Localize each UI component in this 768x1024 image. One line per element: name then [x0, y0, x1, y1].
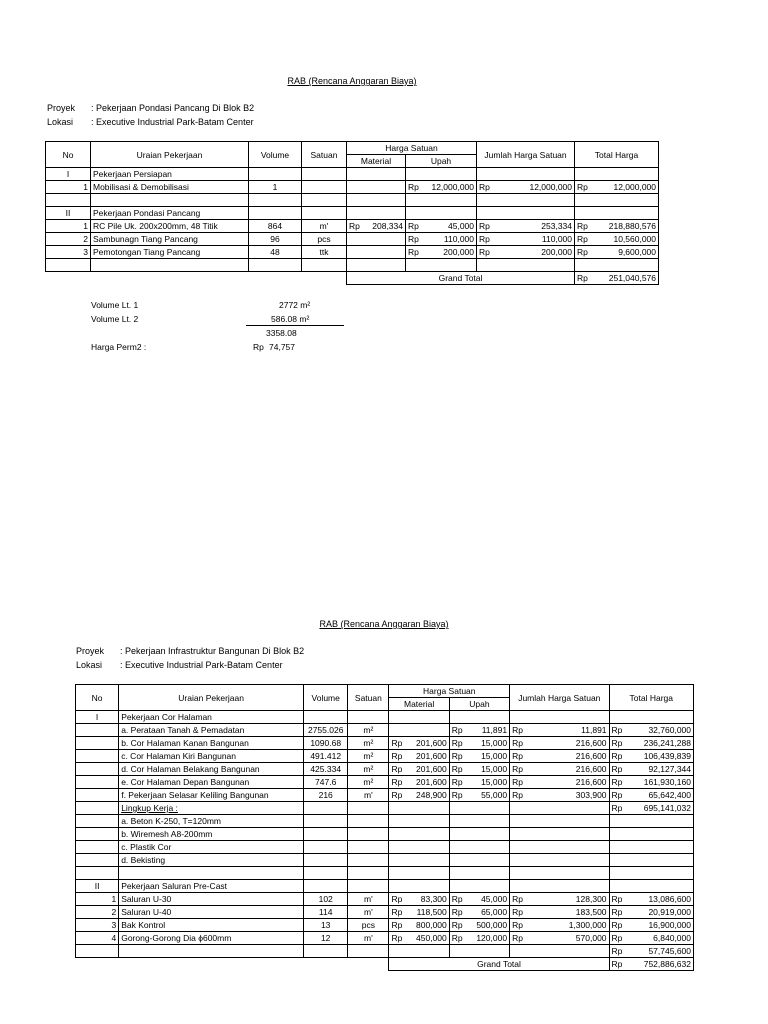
row-no: 1 — [46, 181, 91, 194]
doc2-table — [75, 684, 694, 971]
list-item — [76, 841, 694, 854]
row-volume: 114 — [304, 906, 348, 919]
row-volume: 96 — [249, 233, 302, 246]
row-upah: Rp 15,000 — [449, 750, 509, 763]
vol1-label: Volume Lt. 1 — [91, 300, 139, 310]
row-upah: Rp 15,000 — [449, 776, 509, 789]
row-upah: Rp 65,000 — [449, 906, 509, 919]
table-row — [76, 906, 694, 919]
subtotal-value: Rp 695,141,032 — [609, 802, 693, 815]
table-row — [46, 246, 659, 259]
row-jumlah: Rp 253,334 — [477, 220, 575, 233]
table-row — [46, 220, 659, 233]
row-uraian: e. Cor Halaman Depan Bangunan — [119, 776, 304, 789]
row-upah: Rp 45,000 — [406, 220, 477, 233]
row-no: 3 — [46, 246, 91, 259]
row-upah: Rp 15,000 — [449, 737, 509, 750]
proyek-label: Proyek — [76, 646, 105, 656]
row-total: Rp 9,600,000 — [575, 246, 659, 259]
subtotal-value: Rp 57,745,600 — [609, 945, 693, 958]
row-total: Rp 6,840,000 — [609, 932, 693, 945]
lingkup-item: c. Plastik Cor — [119, 841, 304, 854]
row-volume: 864 — [249, 220, 302, 233]
row-no: 4 — [76, 932, 119, 945]
header-jumlah: Jumlah Harga Satuan — [477, 142, 575, 168]
row-total: Rp 161,930,160 — [609, 776, 693, 789]
row-total: Rp 20,919,000 — [609, 906, 693, 919]
row-material: Rp 201,600 — [389, 763, 449, 776]
section-no: II — [46, 207, 91, 220]
row-jumlah: Rp 12,000,000 — [477, 181, 575, 194]
row-upah: Rp 15,000 — [449, 763, 509, 776]
row-jumlah: Rp 11,891 — [510, 724, 609, 737]
table-row — [76, 789, 694, 802]
table-row — [76, 893, 694, 906]
section-no: II — [76, 880, 119, 893]
list-item — [76, 828, 694, 841]
row-volume: 425.334 — [304, 763, 348, 776]
row-uraian: Sambunagn Tiang Pancang — [91, 233, 249, 246]
doc1-calc — [91, 298, 351, 354]
row-no: 2 — [76, 906, 119, 919]
row-satuan: m² — [348, 724, 389, 737]
grand-total-label: Grand Total — [347, 272, 575, 285]
section-no: I — [76, 711, 119, 724]
row-volume: 2755.026 — [304, 724, 348, 737]
vol1-value: 2772 m² — [279, 300, 311, 310]
table-row — [76, 776, 694, 789]
row-satuan: m' — [302, 220, 347, 233]
header-harga-satuan: Harga Satuan — [347, 142, 477, 155]
row-volume: 13 — [304, 919, 348, 932]
row-uraian: a. Perataan Tanah & Pemadatan — [119, 724, 304, 737]
row-no: 2 — [46, 233, 91, 246]
section-title: Pekerjaan Saluran Pre-Cast — [119, 880, 304, 893]
row-uraian: RC Pile Uk. 200x200mm, 48 Titik — [91, 220, 249, 233]
grand-total-label: Grand Total — [389, 958, 609, 971]
row-uraian: Pemotongan Tiang Pancang — [91, 246, 249, 259]
row-volume: 216 — [304, 789, 348, 802]
row-uraian: d. Cor Halaman Belakang Bangunan — [119, 763, 304, 776]
section-title: Pekerjaan Pondasi Pancang — [91, 207, 249, 220]
row-total: Rp 92,127,344 — [609, 763, 693, 776]
row-volume: 1090.68 — [304, 737, 348, 750]
row-jumlah: Rp 570,000 — [510, 932, 609, 945]
row-material — [347, 181, 406, 194]
row-no: 1 — [76, 893, 119, 906]
row-volume: 747.6 — [304, 776, 348, 789]
row-material — [389, 724, 449, 737]
section-title: Pekerjaan Cor Halaman — [119, 711, 304, 724]
header-total: Total Harga — [609, 685, 693, 711]
row-upah: Rp 110,000 — [406, 233, 477, 246]
row-upah: Rp 45,000 — [449, 893, 509, 906]
row-satuan: m' — [348, 893, 389, 906]
row-satuan: m' — [348, 906, 389, 919]
lingkup-item: d. Bekisting — [119, 854, 304, 867]
lingkup-item: a. Beton K-250, T=120mm — [119, 815, 304, 828]
row-material: Rp 201,600 — [389, 750, 449, 763]
row-volume: 12 — [304, 932, 348, 945]
section-title: Pekerjaan Persiapan — [91, 168, 249, 181]
row-total: Rp 218,880,576 — [575, 220, 659, 233]
header-harga-satuan: Harga Satuan — [389, 685, 510, 698]
row-uraian: b. Cor Halaman Kanan Bangunan — [119, 737, 304, 750]
header-material: Material — [347, 155, 406, 168]
header-total: Total Harga — [575, 142, 659, 168]
proyek-value: : Pekerjaan Pondasi Pancang Di Blok B2 — [91, 103, 255, 113]
row-uraian: Mobilisasi & Demobilisasi — [91, 181, 249, 194]
proyek-label: Proyek — [47, 103, 76, 113]
header-volume: Volume — [249, 142, 302, 168]
row-jumlah: Rp 183,500 — [510, 906, 609, 919]
doc2-title: RAB (Rencana Anggaran Biaya) — [319, 619, 449, 629]
row-total: Rp 13,086,600 — [609, 893, 693, 906]
row-material — [347, 246, 406, 259]
lokasi-value: : Executive Industrial Park-Batam Center — [91, 117, 254, 127]
row-total: Rp 32,760,000 — [609, 724, 693, 737]
header-upah: Upah — [449, 698, 509, 711]
row-jumlah: Rp 128,300 — [510, 893, 609, 906]
row-uraian: Bak Kontrol — [119, 919, 304, 932]
row-uraian: Saluran U-40 — [119, 906, 304, 919]
row-satuan: m' — [348, 789, 389, 802]
lokasi-label: Lokasi — [76, 660, 103, 670]
grand-total-row — [76, 958, 694, 971]
grand-total-value: Rp 251,040,576 — [575, 272, 659, 285]
row-upah: Rp 12,000,000 — [406, 181, 477, 194]
header-jumlah: Jumlah Harga Satuan — [510, 685, 609, 711]
proyek-value: : Pekerjaan Infrastruktur Bangunan Di Blok B2 — [120, 646, 305, 656]
row-satuan: pcs — [348, 919, 389, 932]
header-material: Material — [389, 698, 449, 711]
section-row — [76, 880, 694, 893]
row-satuan: ttk — [302, 246, 347, 259]
row-uraian: Saluran U-30 — [119, 893, 304, 906]
row-total: Rp 16,900,000 — [609, 919, 693, 932]
row-jumlah: Rp 303,900 — [510, 789, 609, 802]
header-satuan: Satuan — [348, 685, 389, 711]
row-jumlah: Rp 1,300,000 — [510, 919, 609, 932]
table-row — [76, 724, 694, 737]
header-upah: Upah — [406, 155, 477, 168]
header-uraian: Uraian Pekerjaan — [91, 142, 249, 168]
grand-total-row — [46, 272, 659, 285]
vol2-value: 586.08 m² — [271, 314, 310, 324]
row-uraian: Gorong-Gorong Dia ϕ600mm — [119, 932, 304, 945]
row-volume: 48 — [249, 246, 302, 259]
lingkup-item: b. Wiremesh A8-200mm — [119, 828, 304, 841]
doc1-table — [45, 141, 659, 285]
vol2-label: Volume Lt. 2 — [91, 314, 139, 324]
header-no: No — [76, 685, 119, 711]
row-satuan: m² — [348, 776, 389, 789]
row-uraian: c. Cor Halaman Kiri Bangunan — [119, 750, 304, 763]
table-row — [76, 737, 694, 750]
section-row — [46, 207, 659, 220]
row-upah: Rp 55,000 — [449, 789, 509, 802]
doc1-meta — [47, 101, 254, 129]
row-volume: 102 — [304, 893, 348, 906]
table-row — [76, 750, 694, 763]
header-volume: Volume — [304, 685, 348, 711]
row-no: 1 — [46, 220, 91, 233]
row-no: 3 — [76, 919, 119, 932]
row-total: Rp 65,642,400 — [609, 789, 693, 802]
row-volume: 1 — [249, 181, 302, 194]
row-total: Rp 236,241,288 — [609, 737, 693, 750]
row-jumlah: Rp 216,600 — [510, 737, 609, 750]
lokasi-value: : Executive Industrial Park-Batam Center — [120, 660, 283, 670]
row-jumlah: Rp 200,000 — [477, 246, 575, 259]
subtotal-row — [76, 945, 694, 958]
doc2-meta — [76, 644, 304, 672]
row-material — [347, 233, 406, 246]
row-material: Rp 83,300 — [389, 893, 449, 906]
list-item — [76, 854, 694, 867]
table-row — [76, 932, 694, 945]
row-jumlah: Rp 216,600 — [510, 763, 609, 776]
harga-per-m2-value: 74,757 — [269, 342, 295, 352]
section-row — [76, 711, 694, 724]
section-no: I — [46, 168, 91, 181]
table-row — [46, 181, 659, 194]
table-row — [46, 233, 659, 246]
row-total: Rp 10,560,000 — [575, 233, 659, 246]
table-row — [76, 919, 694, 932]
lokasi-label: Lokasi — [47, 117, 74, 127]
row-volume: 491.412 — [304, 750, 348, 763]
row-upah: Rp 11,891 — [449, 724, 509, 737]
row-total: Rp 106,439,839 — [609, 750, 693, 763]
row-total: Rp 12,000,000 — [575, 181, 659, 194]
harga-per-m2-label: Harga Perm2 : — [91, 342, 147, 352]
row-satuan — [302, 181, 347, 194]
harga-per-m2-rp: Rp — [253, 342, 264, 352]
row-material: Rp 450,000 — [389, 932, 449, 945]
row-material: Rp 208,334 — [347, 220, 406, 233]
doc1-title: RAB (Rencana Anggaran Biaya) — [287, 76, 417, 86]
row-material: Rp 248,900 — [389, 789, 449, 802]
table-row — [76, 763, 694, 776]
lingkup-title: Lingkup Kerja : — [119, 802, 304, 815]
subtotal-row — [76, 802, 694, 815]
header-satuan: Satuan — [302, 142, 347, 168]
row-upah: Rp 500,000 — [449, 919, 509, 932]
row-jumlah: Rp 216,600 — [510, 776, 609, 789]
row-satuan: m' — [348, 932, 389, 945]
header-uraian: Uraian Pekerjaan — [119, 685, 304, 711]
row-material: Rp 201,600 — [389, 776, 449, 789]
row-satuan: m² — [348, 737, 389, 750]
volume-sum: 3358.08 — [266, 328, 297, 338]
row-jumlah: Rp 110,000 — [477, 233, 575, 246]
header-no: No — [46, 142, 91, 168]
row-satuan: m² — [348, 750, 389, 763]
row-uraian: f. Pekerjaan Selasar Keliling Bangunan — [119, 789, 304, 802]
row-material: Rp 800,000 — [389, 919, 449, 932]
row-upah: Rp 200,000 — [406, 246, 477, 259]
section-row — [46, 168, 659, 181]
list-item — [76, 815, 694, 828]
row-satuan: pcs — [302, 233, 347, 246]
row-upah: Rp 120,000 — [449, 932, 509, 945]
row-material: Rp 201,600 — [389, 737, 449, 750]
row-jumlah: Rp 216,600 — [510, 750, 609, 763]
grand-total-value: Rp 752,886,632 — [609, 958, 693, 971]
row-satuan: m² — [348, 763, 389, 776]
row-material: Rp 118,500 — [389, 906, 449, 919]
